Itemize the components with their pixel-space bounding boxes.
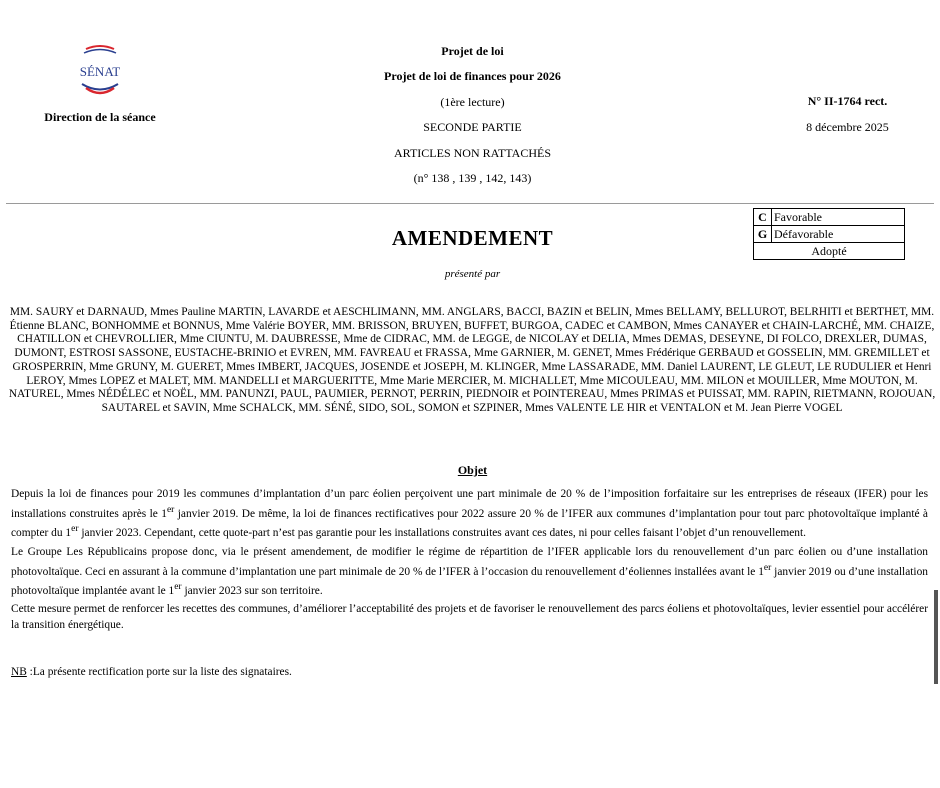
superscript: er — [174, 581, 182, 592]
nb-text: :La présente rectification porte sur la liste des signataires. — [26, 666, 292, 678]
text-segment: janvier 2023 sur son territoire. — [181, 584, 323, 597]
scrollbar[interactable] — [934, 590, 938, 684]
senat-logo — [72, 43, 128, 99]
text-segment: Le Groupe Les Républicains propose donc, via le présent amendement, de modifier le régime de répartition de l’IFER applicable lors du renouvellement d’un parc éolien ou d’une installation photovoltaïque. Ceci en assurant à la commune d’implantation une part minimale de 20 % de l’IFER à l’occasion du renouvellement d’éoliennes installées avant le 1 — [11, 546, 928, 578]
presente-par: présenté par — [444, 268, 501, 280]
objet-paragraph-2 — [11, 545, 928, 599]
avis-label: Défavorable — [772, 226, 905, 243]
avis-table — [753, 208, 905, 260]
avis-row — [754, 209, 905, 226]
nb-note — [11, 666, 292, 678]
nb-label: NB — [11, 666, 27, 678]
header-line: (1ère lecture) — [440, 94, 505, 109]
avis-code: C — [754, 209, 772, 226]
text-segment: Depuis la loi de finances pour 2019 les communes d’implantation d’un parc éolien perçoivent une part minimale de 20 % de l’imposition forfaitaire sur les entreprises de réseaux (IFER) pour les installations construites après le 1 — [11, 488, 928, 520]
text-segment: janvier 2019 ou d’une installation photovoltaïque implantée avant le 1 — [11, 565, 928, 597]
svg-text:SÉNAT: SÉNAT — [79, 64, 121, 79]
avis-row — [754, 226, 905, 243]
page-title: AMENDEMENT — [391, 226, 554, 250]
header-line: SECONDE PARTIE — [423, 120, 522, 135]
objet-heading: Objet — [457, 463, 488, 477]
avis-row — [754, 243, 905, 260]
direction-label: Direction de la séance — [44, 110, 156, 124]
objet-paragraph-1 — [11, 487, 928, 541]
superscript: er — [71, 523, 79, 534]
senat-logo-icon — [72, 43, 128, 99]
avis-adopte: Adopté — [754, 243, 905, 260]
avis-label: Favorable — [772, 209, 905, 226]
header-line: (n° 138 , 139 , 142, 143) — [413, 170, 532, 185]
superscript: er — [166, 504, 175, 515]
header-center — [300, 43, 645, 195]
header-line: Projet de loi — [441, 44, 504, 58]
signataires-list: MM. SAURY et DARNAUD, Mmes Pauline MARTIN, LAVARDE et AESCHLIMANN, MM. ANGLARS, BACCI, BAZIN et BELIN, Mmes BELLAMY, BELLUROT, BELRHITI et BERTHET, MM. Étienne BLANC, BONHOMME et BONNUS, Mme Valérie BOYER, MM. BRISSON, BRUYEN, BUFFET, BURGOA, CADEC et CAMBON, Mmes CANAYER et CHAIN-LARCHÉ, MM. CHAIZE, CHATILLON et CHEVROLLIER, Mme CIUNTU, M. DAUBRESSE, Mme de CIDRAC, MM. de LEGGE, de NICOLAY et DELIA, Mmes DEMAS, DESEYNE, DI FOLCO, DREXLER, DUMAS, DUMONT, ESTROSI SASSONE, EUSTACHE-BRINIO et EVREN, MM. FAVREAU et FRASSA, Mme GARNIER, M. GENET, Mmes Frédérique GERBAUD et GOSSELIN, MM. GREMILLET et GROSPERRIN, Mme GRUNY, M. GUERET, Mmes IMBERT, JACQUES, JOSENDE et JOSEPH, M. KLINGER, Mme LASSARADE, MM. Daniel LAURENT, LE GLEUT, LE RUDULIER et Henri LEROY, Mmes LOPEZ et MALET, MM. MANDELLI et MARGUERITTE, Mme Marie MERCIER, M. MICHALLET, Mme MICOULEAU, MM. MILON et MOUILLER, Mme MOUTON, M. NATUREL, Mmes NÉDÉLEC et NOËL, MM. PANUNZI, PAUL, PAUMIER, PERNOT, PERRIN, PIEDNOIR et POINTEREAU, Mmes PRIMAS et PUISSAT, MM. RAPIN, RIETMANN, ROJOUAN, SAUTAREL et SAVIN, Mme SCHALCK, MM. SÉNÉ, SIDO, SOL, SOMON et SZPINER, Mmes VALENTE LE HIR et VENTALON et M. Jean Pierre VOGEL — [8, 306, 936, 414]
text-segment: janvier 2023. Cependant, cette quote-part n’est pas garantie pour les installations construites avant ces dates, ni pour celles faisant l’objet d’un renouvellement. — [78, 526, 807, 539]
objet-paragraph-3: Cette mesure permet de renforcer les recettes des communes, d’améliorer l’acceptabilité des projets et de favoriser le renouvellement des parcs éoliens et photovoltaïques, levier essentiel pour accélérer la transition énergétique. — [11, 603, 928, 631]
superscript: er — [763, 562, 772, 573]
header-line: Projet de loi de finances pour 2026 — [384, 69, 561, 84]
text-segment: janvier 2019. De même, la loi de finances rectificatives pour 2022 assure 20 % de l’IFER aux communes d’implantation pour tout parc photovoltaïque implanté à compter du 1 — [11, 507, 928, 539]
amendment-date: 8 décembre 2025 — [806, 120, 889, 134]
header-line: ARTICLES NON RATTACHÉS — [394, 145, 551, 160]
amendment-number: N° II-1764 rect. — [807, 94, 888, 108]
divider — [6, 203, 934, 204]
avis-code: G — [754, 226, 772, 243]
